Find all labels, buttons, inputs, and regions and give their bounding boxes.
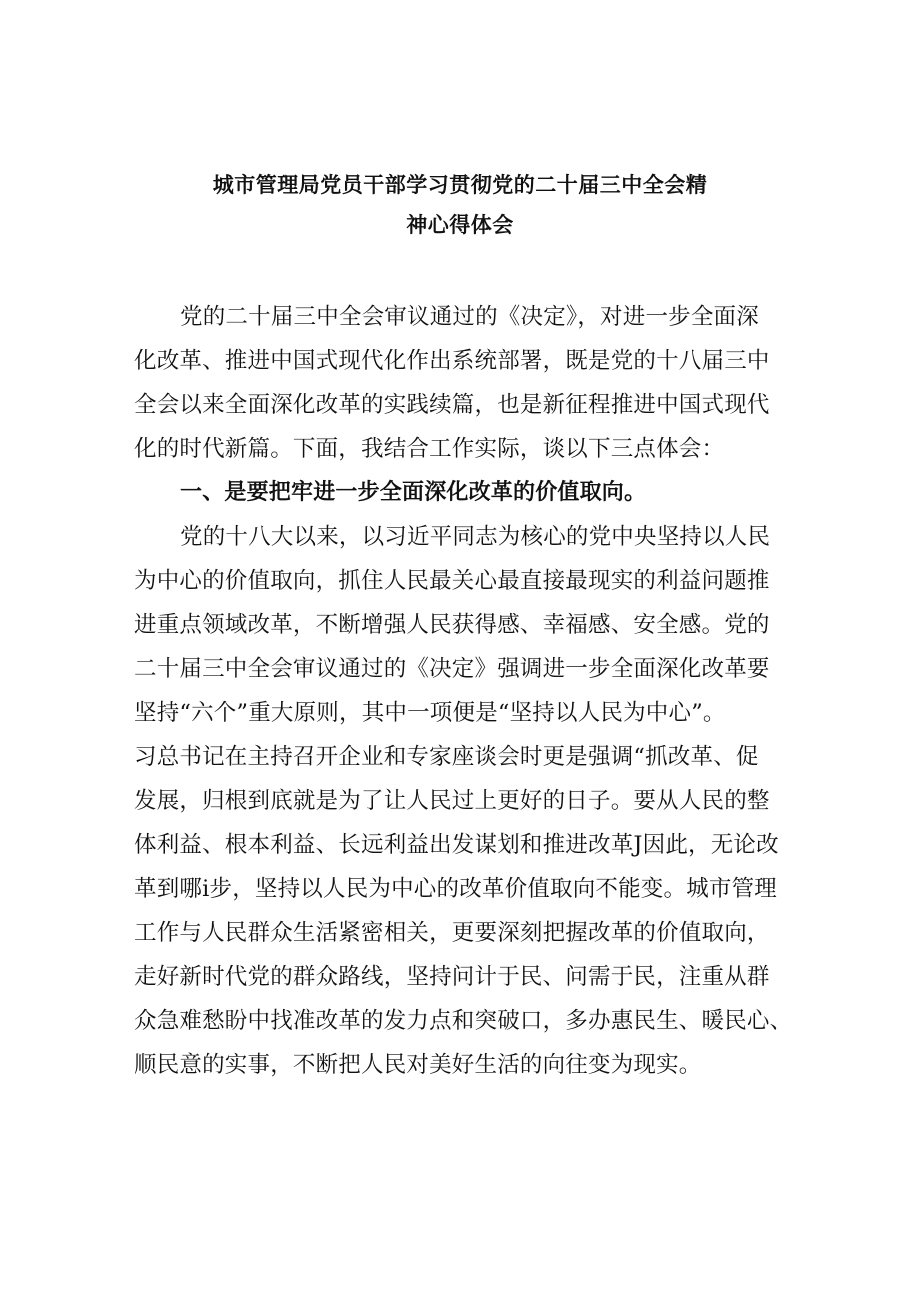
body-paragraph-line: 二十届三中全会审议通过的《决定》强调进一步全面深化改革要 <box>134 656 770 682</box>
body-paragraph-line: 习总书记在主持召开企业和专家座谈会时更是强调“抓改革、促 <box>134 744 759 770</box>
intro-paragraph-line: 化改革、推进中国式现代化作出系统部署，既是党的十八届三中 <box>134 348 770 374</box>
body-paragraph-line: 坚持“六个”重大原则，其中一项便是“坚持以人民为中心”。 <box>134 700 726 726</box>
document-title-line-2: 神心得体会 <box>406 213 514 237</box>
body-paragraph-line: 众急难愁盼中找准改革的发力点和突破口，多办惠民生、暖民心、 <box>134 1008 793 1034</box>
section-heading-1: 一、是要把牢进一步全面深化改革的价值取向。 <box>180 480 647 505</box>
intro-paragraph-line: 党的二十届三中全会审议通过的《决定》，对进一步全面深 <box>180 304 759 330</box>
body-paragraph-line: 走好新时代党的群众路线，坚持问计于民、问需于民，注重从群 <box>134 964 770 990</box>
body-paragraph-line: 体利益、根本利益、长远利益出发谋划和推进改革J因此，无论改 <box>134 832 779 858</box>
body-paragraph-line: 发展，归根到底就是为了让人民过上更好的日子。要从人民的整 <box>134 788 770 814</box>
body-paragraph-line: 党的十八大以来，以习近平同志为核心的党中央坚持以人民 <box>180 524 771 550</box>
body-paragraph-line: 工作与人民群众生活紧密相关，更要深刻把握改革的价值取向， <box>134 920 770 946</box>
body-paragraph-line: 为中心的价值取向，抓住人民最关心最直接最现实的利益问题推 <box>134 568 770 594</box>
intro-paragraph-line: 化的时代新篇。下面，我结合工作实际，谈以下三点体会： <box>134 436 725 462</box>
body-paragraph-line: 顺民意的实事，不断把人民对美好生活的向往变为现实。 <box>134 1052 702 1078</box>
document-title-line-1: 城市管理局党员干部学习贯彻党的二十届三中全会精 <box>212 173 708 197</box>
body-paragraph-line: 进重点领域改革，不断增强人民获得感、幸福感、安全感。党的 <box>134 612 770 638</box>
intro-paragraph-line: 全会以来全面深化改革的实践续篇，也是新征程推进中国式现代 <box>134 392 770 418</box>
body-paragraph-line: 革到哪i步，坚持以人民为中心的改革价值取向不能变。城市管理 <box>134 876 777 902</box>
